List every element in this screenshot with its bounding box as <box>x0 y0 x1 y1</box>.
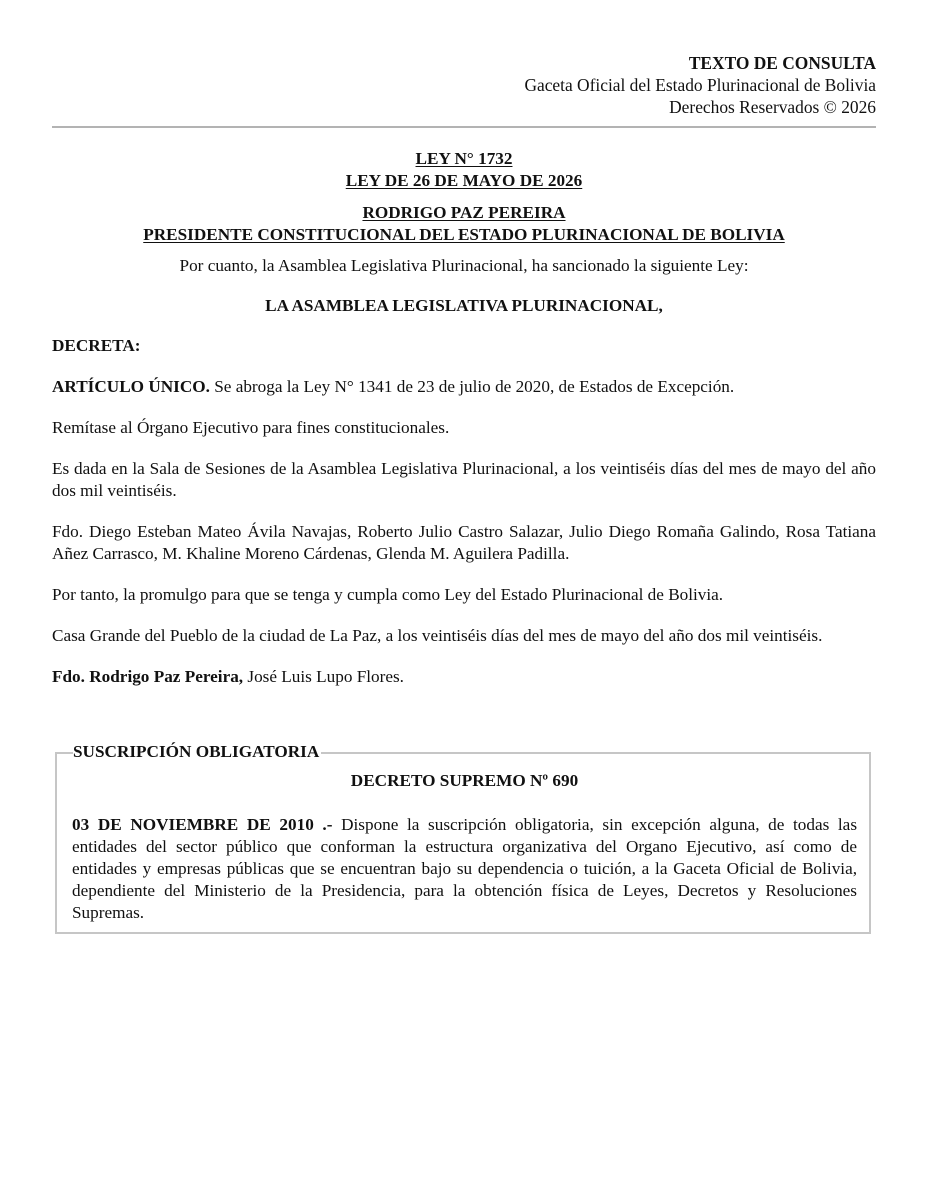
president-name: RODRIGO PAZ PEREIRA <box>362 203 566 222</box>
asamblea-heading: LA ASAMBLEA LEGISLATIVA PLURINACIONAL, <box>265 296 663 315</box>
header-divider <box>52 126 876 128</box>
president-title: PRESIDENTE CONSTITUCIONAL DEL ESTADO PLURINACIONAL DE BOLIVIA <box>143 225 785 244</box>
fdo-label: Fdo. Rodrigo Paz Pereira, <box>52 667 244 686</box>
header-copyright: Derechos Reservados © 2026 <box>669 97 876 117</box>
articulo-unico <box>52 376 876 398</box>
por-tanto-paragraph: Por tanto, la promulgo para que se tenga y cumpla como Ley del Estado Plurinacional de Bolivia. <box>52 585 724 604</box>
suscripcion-content <box>72 770 857 924</box>
articulo-label: ARTÍCULO ÚNICO. <box>52 377 210 396</box>
header-gazette-name: Gaceta Oficial del Estado Plurinacional de Bolivia <box>524 75 876 95</box>
document-header <box>52 52 876 118</box>
casa-grande-paragraph: Casa Grande del Pueblo de la ciudad de La Paz, a los veintiséis días del mes de mayo del año dos mil veintiséis. <box>52 626 823 645</box>
decreto-date: 03 DE NOVIEMBRE DE 2010 .- <box>72 815 333 834</box>
decreto-paragraph <box>72 814 857 924</box>
firmas-paragraph: Fdo. Diego Esteban Mateo Ávila Navajas, Roberto Julio Castro Salazar, Julio Diego Romaña Galindo, Rosa Tatiana Añez Carrasco, M. Khaline Moreno Cárdenas, Glenda M. Aguilera Padilla. <box>52 522 876 563</box>
decreto-title: DECRETO SUPREMO Nº 690 <box>350 771 579 790</box>
remitase-paragraph: Remítase al Órgano Ejecutivo para fines constitucionales. <box>52 418 450 437</box>
fdo-text: José Luis Lupo Flores. <box>243 667 404 686</box>
decreto-text: Dispone la suscripción obligatoria, sin excepción alguna, de todas las entidades del sector público que conforman la estructura organizativa del Organo Ejecutivo, así como de entidades y empresas públicas que se encuentran bajo su dependencia o tuición, a la Gaceta Oficial de Bolivia, dependiente del Ministerio de la Presidencia, para la obtención física de Leyes, Decretos y Resoluciones Supremas. <box>72 815 858 922</box>
suscripcion-legend: SUSCRIPCIÓN OBLIGATORIA <box>73 742 320 761</box>
document-page <box>52 52 876 688</box>
es-dada-paragraph: Es dada en la Sala de Sesiones de la Asamblea Legislativa Plurinacional, a los veintiséis días del mes de mayo del año dos mil veintiséis. <box>52 459 876 500</box>
decreta-heading: DECRETA: <box>52 336 141 355</box>
law-heading <box>52 148 876 192</box>
law-date: LEY DE 26 DE MAYO DE 2026 <box>345 171 583 190</box>
president-heading <box>52 202 876 246</box>
law-number: LEY N° 1732 <box>415 149 513 168</box>
fdo-paragraph <box>52 666 876 688</box>
por-cuanto-text: Por cuanto, la Asamblea Legislativa Plurinacional, ha sancionado la siguiente Ley: <box>179 256 749 275</box>
articulo-text: Se abroga la Ley N° 1341 de 23 de julio de 2020, de Estados de Excepción. <box>209 377 735 396</box>
header-title: TEXTO DE CONSULTA <box>688 53 876 73</box>
